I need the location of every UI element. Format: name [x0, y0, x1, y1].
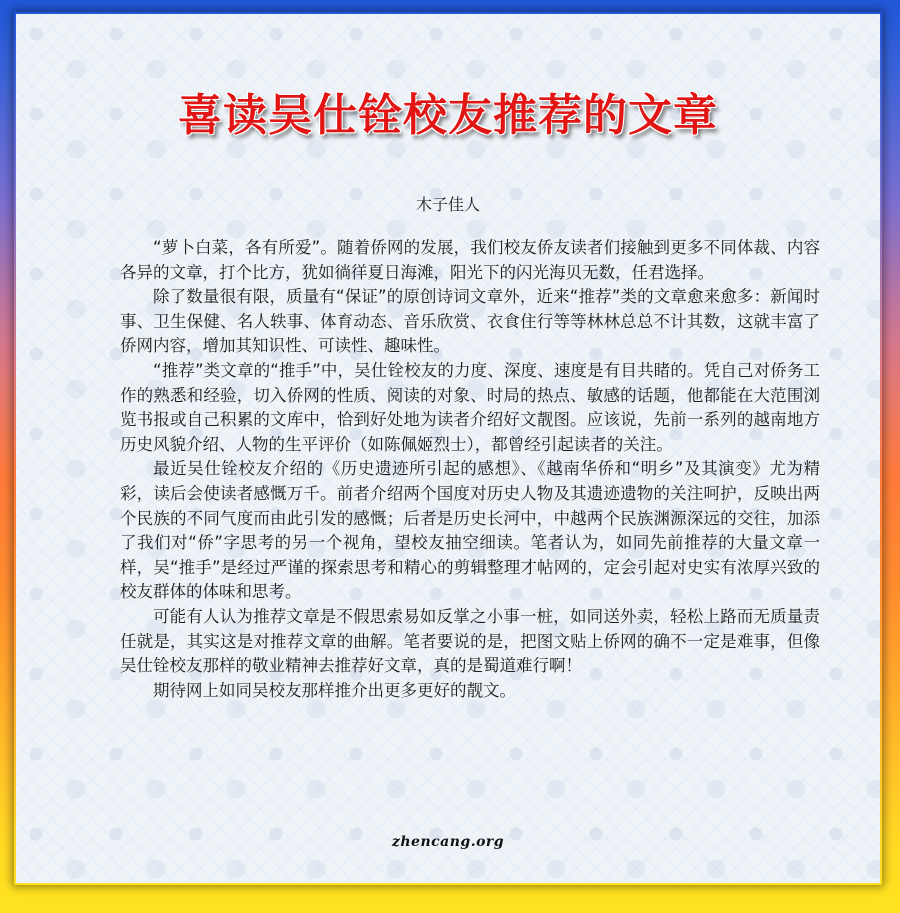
paragraph: 期待网上如同吴校友那样推介出更多更好的靓文。 [153, 680, 516, 700]
article-body [120, 236, 820, 703]
paper-background [16, 14, 880, 883]
article-title: 喜读吴仕铨校友推荐的文章 [178, 90, 718, 141]
paragraph: 可能有人认为推荐文章是不假思索易如反掌之小事一桩，如同送外卖，轻松上路而无质量责任就是，其实这是对推荐文章的曲解。笔者要说的是，把图文贴上侨网的确不一定是难事，但像吴仕铨校友那样的敬业精神去推荐好文章，真的是蜀道难行啊！ [120, 606, 820, 676]
site-watermark: zhencang.org [391, 834, 505, 850]
paragraph: “萝卜白菜，各有所爱”。随着侨网的发展，我们校友侨友读者们接触到更多不同体裁、内容各异的文章，打个比方，犹如徜徉夏日海滩，阳光下的闪光海贝无数，任君选择。 [120, 238, 820, 282]
paragraph: 除了数量很有限，质量有“保证”的原创诗词文章外，近来“推荐”类的文章愈来愈多：新闻时事、卫生保健、名人轶事、体育动态、音乐欣赏、衣食住行等等林林总总不计其数，这就丰富了侨网内容，增加其知识性、可读性、趣味性。 [120, 287, 820, 356]
paragraph: 最近吴仕铨校友介绍的《历史遗迹所引起的感想》、《越南华侨和“明乡”及其演变》尤为精彩，读后会使读者感慨万千。前者介绍两个国度对历史人物及其遗迹遗物的关注呵护，反映出两个民族的不同气度而由此引发的感慨；后者是历史长河中，中越两个民族渊源深远的交往，加添了我们对“侨”字思考的另一个视角，望校友抽空细读。笔者认为，如同先前推荐的大量文章一样，吴“推手”是经过严谨的探索思考和精心的剪辑整理才帖网的，定会引起对史实有浓厚兴致的校友群体的体味和思考。 [120, 459, 820, 602]
paragraph: “推荐”类文章的“推手”中，吴仕铨校友的力度、深度、速度是有目共睹的。凭自己对侨务工作的熟悉和经验，切入侨网的性质、阅读的对象、时局的热点、敏感的话题，他都能在大范围浏览书报或自己积累的文库中，恰到好处地为读者介绍好文靓图。应该说，先前一系列的越南地方历史风貌介绍、人物的生平评价（如陈佩姬烈士），都曾经引起读者的关注。 [120, 360, 820, 454]
article-author: 木子佳人 [415, 195, 480, 214]
